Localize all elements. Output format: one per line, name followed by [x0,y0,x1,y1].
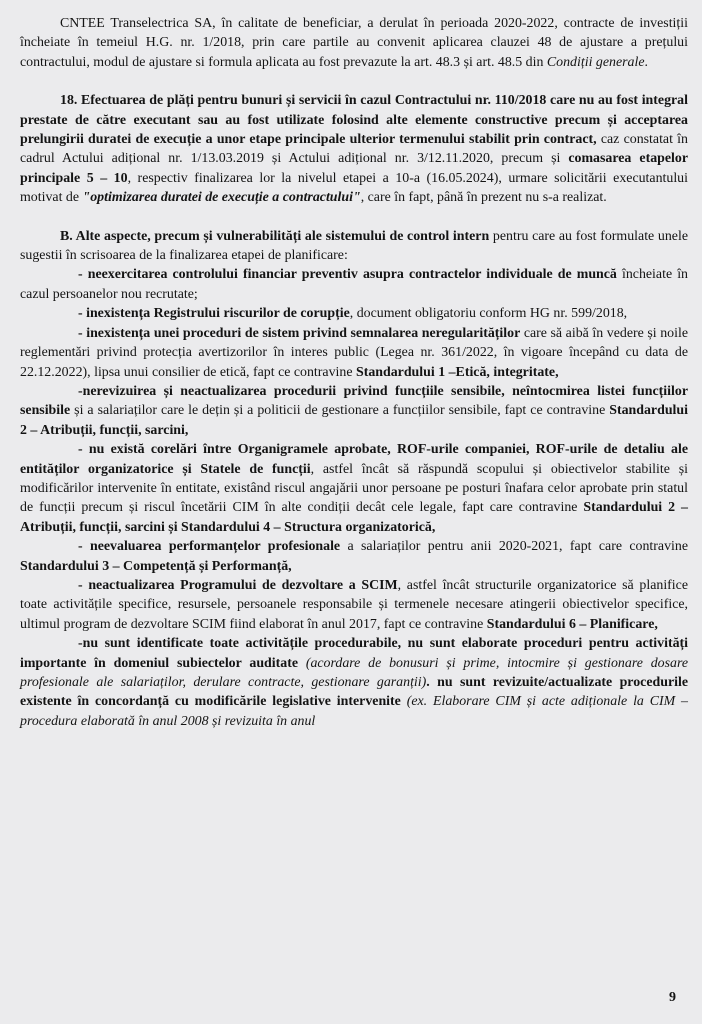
bullet-irregularities-procedure: - inexistența unei proceduri de sistem privind semnalarea neregularităților care să aibă în vedere și noile reglementări privind protecția avertizorilor în interes public (Legea nr. 361/2022, în vigoare începând cu data de 22.12.2022), lipsa unui consilier de etică, fapt ce contravine Standardului 1 –Etică, integritate, [20,325,688,380]
bullet-organigram-correlation: - nu există corelări între Organigramele aprobate, ROF-urile companiei, ROF-urile de detaliu ale entităților organizatorice și Statele de funcții, astfel încât să răspundă scopului și obiectivelor stabilite și modificărilor intervenite în entitate, existând riscul angajării unor persoane pe posturi înafara celor aprobate prin statul de funcții precum și riscul încetării CIM în alte condiții decât cele legale, fapt care contravine Standardului 2 – Atribuții, funcții, sarcini și Standardului 4 – Structura organizatorică, [20,442,688,535]
document-body [20,14,688,731]
bullet-performance-evaluation: - neevaluarea performanțelor profesionale a salariaților pentru anii 2020-2021, fapt care contravine Standardului 3 – Competență și Performanță, [20,539,688,574]
bullet-procedures: -nu sunt identificate toate activitățile procedurabile, nu sunt elaborate proceduri pentru activități importante în domeniul subiectelor auditate (acordare de bonusuri și prime, intocmire și gestionare dosare profesionale ale salariaților, derulare contracte, gestionare garanții). nu sunt revizuite/actualizate procedurile existente în concordanță cu modificările legislative intervenite (ex. Elaborare CIM și acte adiționale la CIM – procedura elaborată în anul 2008 și revizuita în anul [20,636,689,729]
page-number: 9 [669,990,676,1005]
finding-18-paragraph: 18. Efectuarea de plăți pentru bunuri și servicii în cazul Contractului nr. 110/2018 care nu au fost integral prestate de către executant sau au fost utilizate folosind alte elemente constructive precum și acceptarea prelungirii duratei de execuție a unor etape principale ulterior termenului stabilit prin contract, caz constatat în cadrul Actului adițional nr. 1/13.03.2019 și Actului adițional nr. 3/12.11.2020, precum și comasarea etapelor principale 5 – 10, respectiv finalizarea lor la nivelul etapei a 10-a (16.05.2024), urmare solicitării executantului motivat de "optimizarea duratei de execuție a contractului", care în fapt, până în prezent nu s-a realizat. [20,93,689,206]
bullet-scim-program: - neactualizarea Programului de dezvoltare a SCIM, astfel încât structurile organizatorice să planifice toate activitățile specifice, resursele, persoanele responsabile și termenele necesare atingerii obiectivelor specifice, ultimul program de dezvoltare SCIM fiind elaborat în anul 2017, fapt ce contravine Standardului 6 – Planificare, [20,577,688,632]
section-b-heading: B. Alte aspecte, precum și vulnerabilități ale sistemului de control intern pentru care au fost formulate unele sugestii în scrisoarea de la finalizarea etapei de planificare: [20,228,688,264]
bullet-corruption-register: - inexistența Registrului riscurilor de corupție, document obligatoriu conform HG nr. 599/2018, [78,306,628,322]
intro-paragraph: CNTEE Transelectrica SA, în calitate de beneficiar, a derulat în perioada 2020-2022, contracte de investiții încheiate în temeiul H.G. nr. 1/2018, prin care partile au convenit aplicarea clauzei 48 de ajustare a prețului contractului, modul de ajustare si formula aplicata au fost prevazute la art. 48.3 și art. 48.5 din Condiții generale. [20,16,688,70]
bullet-cfp: - neexercitarea controlului financiar preventiv asupra contractelor individuale de muncă încheiate în cazul persoanelor nou recrutate; [20,267,689,302]
bullet-sensitive-functions: -nerevizuirea și neactualizarea procedurii privind funcțiile sensibile, neîntocmirea listei funcțiilor sensibile și a salariaților care le dețin și a politicii de gestionare a funcțiilor sensibile, fapt ce contravine Standardului 2 – Atribuții, funcții, sarcini, [20,383,688,438]
